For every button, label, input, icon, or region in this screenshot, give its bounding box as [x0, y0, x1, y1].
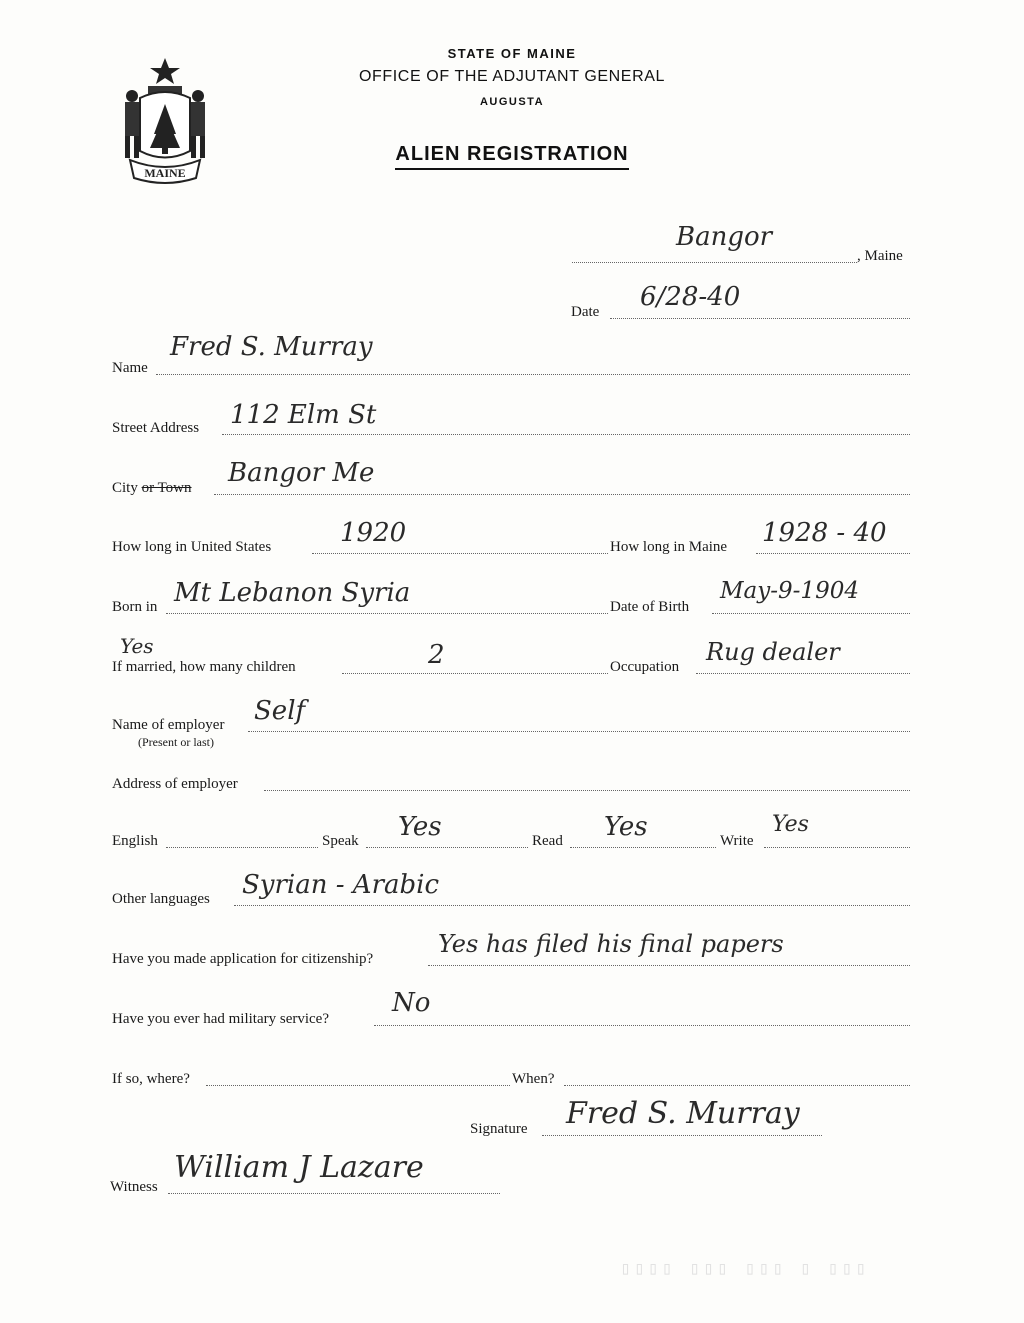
speak-line	[366, 847, 528, 848]
maine-duration-label: How long in Maine	[610, 539, 728, 555]
occupation-line	[696, 673, 910, 674]
dob-line	[712, 613, 910, 614]
city-heading: AUGUSTA	[479, 96, 545, 108]
read-line	[570, 847, 716, 848]
employer-value: Self	[254, 696, 306, 726]
town-label-struck: or Town	[141, 480, 192, 496]
signature-value: Fred S. Murray	[566, 1096, 800, 1131]
employer-sublabel: (Present or last)	[138, 735, 214, 749]
when-label: When?	[512, 1071, 555, 1087]
english-line	[166, 847, 318, 848]
street-label: Street Address	[112, 420, 200, 436]
name-line	[156, 374, 910, 375]
city-value: Bangor Me	[228, 458, 375, 488]
place-value: Bangor	[676, 222, 773, 252]
other-languages-value: Syrian - Arabic	[242, 870, 440, 900]
born-label: Born in	[112, 599, 158, 615]
seal-text: MAINE	[144, 166, 186, 180]
read-value: Yes	[604, 812, 648, 842]
military-line	[374, 1025, 910, 1026]
date-line	[610, 318, 910, 319]
name-value: Fred S. Murray	[170, 332, 373, 362]
children-label: If married, how many children	[112, 659, 296, 675]
street-value: 112 Elm St	[230, 400, 377, 430]
english-label: English	[112, 833, 158, 849]
citizenship-line	[428, 965, 910, 966]
witness-label: Witness	[110, 1179, 158, 1195]
date-value: 6/28-40	[640, 282, 741, 312]
state-heading: STATE OF MAINE	[447, 46, 577, 61]
born-line	[166, 613, 608, 614]
children-value: 2	[428, 640, 445, 670]
faded-stamp-icon: ▯▯▯▯ ▯▯▯ ▯▯▯ ▯ ▯▯▯	[620, 1258, 870, 1279]
dob-value: May-9-1904	[720, 578, 859, 604]
other-languages-line	[234, 905, 910, 906]
city-label	[112, 480, 192, 497]
other-languages-label: Other languages	[112, 891, 210, 907]
maine-duration-value: 1928 - 40	[762, 518, 887, 548]
employer-address-line	[264, 790, 910, 791]
employer-line	[248, 731, 910, 732]
signature-line	[542, 1135, 822, 1136]
speak-label: Speak	[322, 833, 359, 849]
form-title	[0, 143, 1024, 170]
city-line	[214, 494, 910, 495]
occupation-label: Occupation	[610, 659, 680, 675]
date-label: Date	[571, 304, 600, 320]
speak-value: Yes	[398, 812, 442, 842]
military-value: No	[392, 988, 431, 1018]
write-value: Yes	[772, 812, 809, 837]
occupation-value: Rug dealer	[706, 638, 840, 666]
write-label: Write	[720, 833, 754, 849]
military-label: Have you ever had military service?	[112, 1011, 329, 1027]
born-value: Mt Lebanon Syria	[174, 578, 411, 608]
form-title-text: ALIEN REGISTRATION	[395, 143, 628, 170]
signature-label: Signature	[470, 1121, 528, 1137]
where-label: If so, where?	[112, 1071, 190, 1087]
street-line	[222, 434, 910, 435]
married-value: Yes	[120, 634, 154, 658]
dob-label: Date of Birth	[610, 599, 690, 615]
office-heading: OFFICE OF THE ADJUTANT GENERAL	[358, 68, 666, 85]
where-line	[206, 1085, 510, 1086]
witness-line	[168, 1193, 500, 1194]
name-label: Name	[112, 360, 148, 376]
place-suffix: , Maine	[857, 248, 903, 264]
witness-value: William J Lazare	[174, 1150, 424, 1185]
us-duration-label: How long in United States	[112, 539, 272, 555]
read-label: Read	[532, 833, 563, 849]
when-line	[564, 1085, 910, 1086]
place-line	[572, 262, 857, 263]
citizenship-value: Yes has filed his final papers	[438, 930, 784, 958]
us-duration-value: 1920	[340, 518, 407, 548]
children-line	[342, 673, 608, 674]
citizenship-label: Have you made application for citizenship?	[112, 951, 374, 967]
maine-duration-line	[756, 553, 910, 554]
us-duration-line	[312, 553, 608, 554]
employer-label: Name of employer	[112, 717, 225, 733]
employer-address-label: Address of employer	[112, 776, 238, 792]
write-line	[764, 847, 910, 848]
city-label-text: City	[112, 480, 138, 496]
